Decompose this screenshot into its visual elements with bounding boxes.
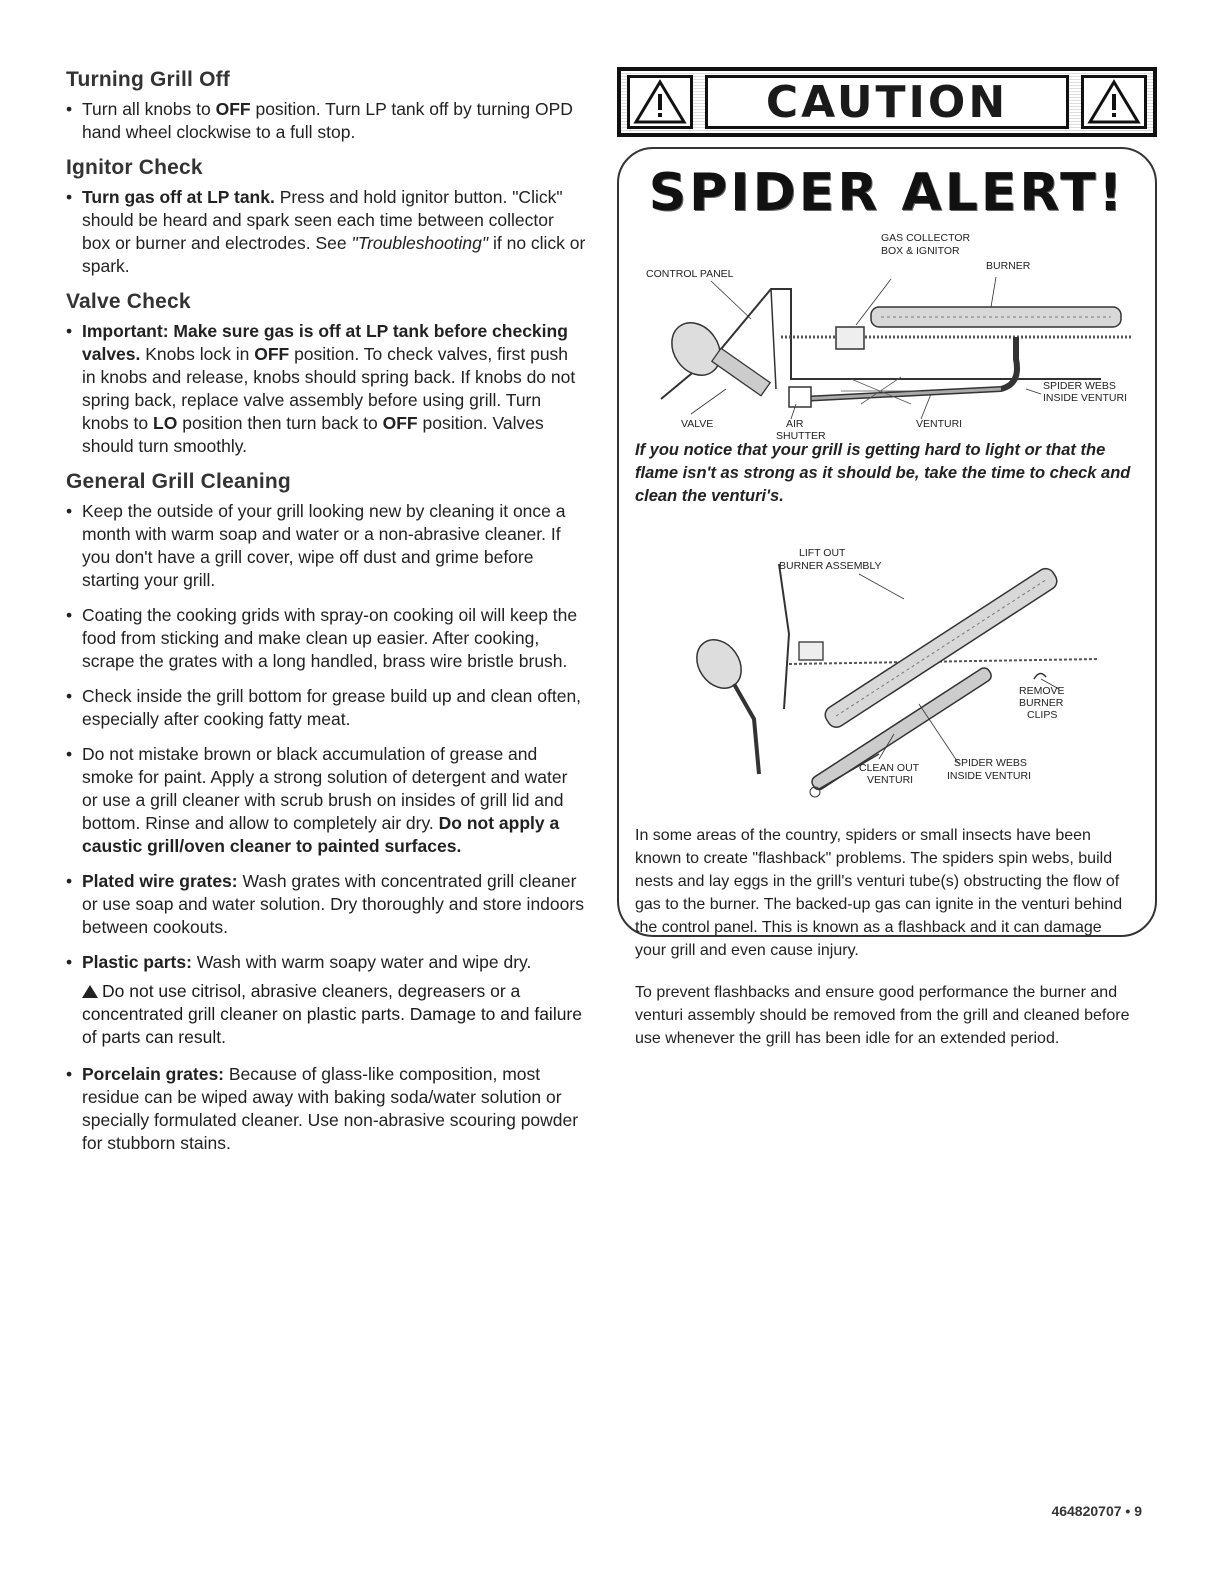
list-item: • Plated wire grates: Wash grates with concentrated grill cleaner or use soap and water solution. Dry thoroughly and store indoors between cookouts. xyxy=(66,871,584,937)
warning-triangle-icon xyxy=(627,75,693,129)
label-lift-out: LIFT OUT xyxy=(799,547,846,559)
venturi-diagram xyxy=(631,229,1141,439)
flashback-paragraph: In some areas of the country, spiders or small insects have been known to create "flashback" problems. The spiders spin webs, build nests and lay eggs in the grill's venturi tube(s) obstructing the flow of gas to the burner. The backed-up gas can ignite in the venturi behind the control panel. This is known as a flashback and it can damage your grill and even cause injury. xyxy=(635,827,1123,959)
label-spider-webs-2: SPIDER WEBS xyxy=(954,757,1027,769)
page-number: 464820707 • 9 xyxy=(1051,1503,1142,1519)
list-item: • Important: Make sure gas is off at LP tank before checking valves. Knobs lock in OFF position. To check valves, first push in knobs and release, knobs should spring back. If knobs do not spring back, replace valve assembly before using grill. Turn knobs to LO position then turn back to OFF position. Valves should turn smoothly. xyxy=(66,321,576,456)
label-valve: VALVE xyxy=(681,418,714,430)
warning-triangle-icon xyxy=(82,985,98,998)
label-shutter: SHUTTER xyxy=(776,430,826,439)
section-ignitor-check xyxy=(66,156,586,278)
label-remove-burner: BURNER xyxy=(1019,697,1064,709)
heading-turning-grill-off: Turning Grill Off xyxy=(66,68,230,91)
label-gas-collector: GAS COLLECTOR xyxy=(881,232,971,244)
list-item: • Keep the outside of your grill looking new by cleaning it once a month with warm soap and water or a non-abrasive cleaner. If you don't have a grill cover, wipe off dust and grime before starting your grill. xyxy=(66,501,566,590)
label-remove: REMOVE xyxy=(1019,685,1065,697)
label-control-panel: CONTROL PANEL xyxy=(646,268,734,280)
label-clean-out-venturi: VENTURI xyxy=(867,774,914,786)
section-turning-grill-off xyxy=(66,68,586,144)
list-item: • Turn gas off at LP tank. Press and hold ignitor button. "Click" should be heard and spark seen each time between collector box or burner and electrodes. See "Troubleshooting" if no click or spark. xyxy=(66,187,586,276)
caution-banner xyxy=(617,67,1157,137)
venturi-check-note: If you notice that your grill is getting hard to light or that the flame isn't as strong as it should be, take the time to check and clean the venturi's. xyxy=(635,441,1131,505)
list-item: • Do not mistake brown or black accumulation of grease and smoke for paint. Apply a strong solution of detergent and water or use a grill cleaner with scrub brush on insides of grill lid and bottom. Rinse and allow to completely air dry. Do not apply a caustic grill/oven cleaner to painted surfaces. xyxy=(66,744,568,856)
label-air: AIR xyxy=(786,418,804,430)
label-clips: CLIPS xyxy=(1027,709,1058,721)
heading-valve-check: Valve Check xyxy=(66,290,191,313)
warning-note: Do not use citrisol, abrasive cleaners, degreasers or a concentrated grill cleaner on plastic parts. Damage to and failure of parts can result. xyxy=(82,981,582,1047)
list-item: • Check inside the grill bottom for grease build up and clean often, especially after cooking fatty meat. xyxy=(66,686,582,729)
label-inside-venturi: INSIDE VENTURI xyxy=(1043,392,1128,404)
spider-alert-box xyxy=(617,147,1157,1047)
label-spider-webs: SPIDER WEBS xyxy=(1043,380,1116,392)
heading-general-grill-cleaning: General Grill Cleaning xyxy=(66,470,291,493)
left-column xyxy=(66,68,586,1167)
label-inside-venturi-2: INSIDE VENTURI xyxy=(947,770,1032,782)
label-burner: BURNER xyxy=(986,260,1031,272)
caution-word: CAUTION xyxy=(705,75,1069,129)
list-item: • Turn all knobs to OFF position. Turn LP tank off by turning OPD hand wheel clockwise to a full stop. xyxy=(66,99,573,142)
list-item: • Porcelain grates: Because of glass-like composition, most residue can be wiped away with baking soda/water solution or specially formulated cleaner. Use non-abrasive scouring powder for stubborn stains. xyxy=(66,1064,579,1153)
list-item: • Plastic parts: Wash with warm soapy water and wipe dry. xyxy=(66,952,532,972)
label-box-ignitor: BOX & IGNITOR xyxy=(881,245,960,257)
prevention-paragraph: To prevent flashbacks and ensure good performance the burner and venturi assembly should be removed from the grill and cleaned before use whenever the grill has been idle for an extended period. xyxy=(635,984,1130,1047)
section-valve-check xyxy=(66,290,586,458)
label-clean-out: CLEAN OUT xyxy=(859,762,920,774)
heading-ignitor-check: Ignitor Check xyxy=(66,156,203,179)
label-burner-assembly: BURNER ASSEMBLY xyxy=(779,560,882,572)
spider-alert-title: SPIDER ALERT! xyxy=(648,163,1126,223)
right-column xyxy=(617,67,1157,1047)
list-item: • Coating the cooking grids with spray-on cooking oil will keep the food from sticking and make clean up easier. After cooking, scrape the grates with a long handled, brass wire bristle brush. xyxy=(66,605,578,671)
section-general-grill-cleaning xyxy=(66,470,586,1155)
warning-triangle-icon xyxy=(1081,75,1147,129)
label-venturi: VENTURI xyxy=(916,418,963,430)
burner-removal-diagram xyxy=(679,544,1119,814)
